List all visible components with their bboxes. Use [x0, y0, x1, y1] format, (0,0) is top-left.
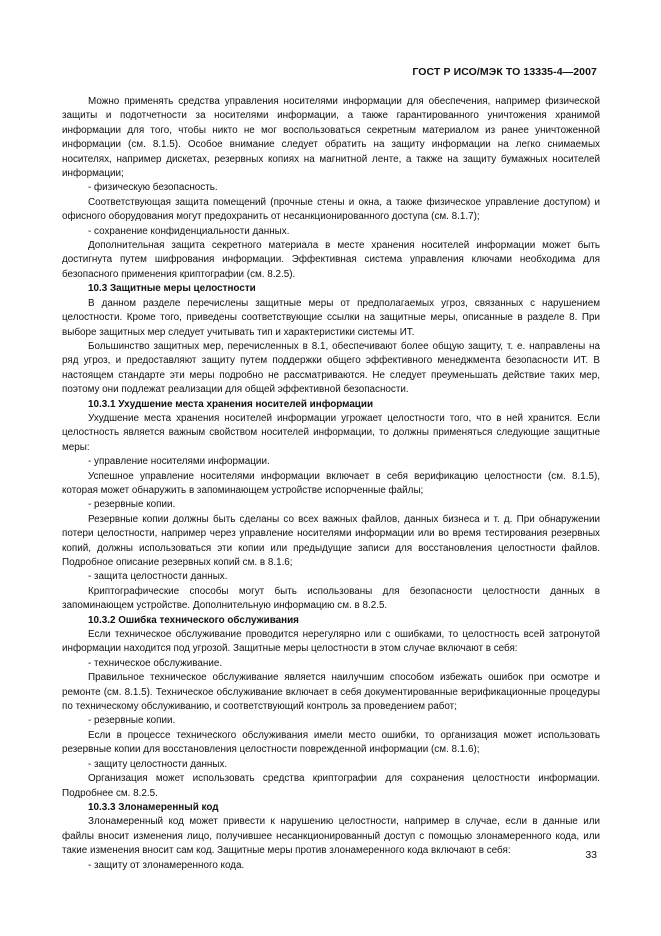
paragraph: Успешное управление носителями информации включает в себя верификацию целостности (см. 8.1.5), которая может обнаружить в запоминающем устройстве испорченные файлы;	[62, 470, 600, 496]
paragraph: - техническое обслуживание.	[88, 657, 223, 669]
page-number: 33	[585, 849, 597, 861]
paragraph: - сохранение конфиденциальности данных.	[88, 225, 290, 237]
section-heading: 10.3.1 Ухудшение места хранения носителей информации	[88, 398, 374, 410]
section-heading: 10.3.2 Ошибка технического обслуживания	[88, 614, 299, 626]
paragraph: - защиту целостности данных.	[88, 758, 228, 770]
paragraph: Правильное техническое обслуживание является наилучшим способом избежать ошибок при осмотре и ремонте (см. 8.1.5). Техническое обслуживание включает в себя документированные верификационные процедуры по техническому обслуживанию, и соответствующий контроль за проведением работ;	[62, 672, 600, 713]
paragraph: Злонамеренный код может привести к нарушению целостности, например в случае, если в данные или файлы вносит изменения лицо, получившее несанкционированный доступ с помощью злонамеренного кода, или такие изменения вносит сам код. Защитные меры против злонамеренного кода включают в себя:	[62, 816, 600, 857]
document-header: ГОСТ Р ИСО/МЭК ТО 13335-4—2007	[412, 66, 597, 78]
paragraph: Большинство защитных мер, перечисленных в 8.1, обеспечивают более общую защиту, т. е. направлены на ряд угроз, и предоставляют защиту путем поддержки общего эффективного менеджмента безопасности ИТ. В настоящем стандарте эти меры подробно не рассматриваются. Не следует преуменьшать действие таких мер, поэтому они подлежат реализации для общей эффективной безопасности.	[62, 340, 600, 396]
paragraph: Криптографические способы могут быть использованы для безопасности целостности данных в запоминающем устройстве. Дополнительную информацию см. в 8.2.5.	[62, 585, 600, 612]
paragraph: - защита целостности данных.	[88, 571, 228, 583]
paragraph: - резервные копии.	[88, 715, 176, 727]
paragraph: Если техническое обслуживание проводится нерегулярно или с ошибками, то целостность всей затронутой информации находится под угрозой. Защитные меры целостности в этом случае включают в себя:	[62, 629, 600, 655]
paragraph: Организация может использовать средства криптографии для сохранения целостности информации. Подробнее см. 8.2.5.	[62, 773, 600, 799]
paragraph: Резервные копии должны быть сделаны со всех важных файлов, данных бизнеса и т. д. При обнаружении потери целостности, например через управление носителями информации или во время тестирования резервных копий, должны использоваться эти копии или предыдущие записи для восстановления целостности файлов. Подробное описание резервных копий см. в 8.1.6;	[62, 513, 600, 568]
paragraph: - физическую безопасность.	[88, 182, 218, 194]
section-heading: 10.3.3 Злонамеренный код	[88, 801, 219, 813]
paragraph: Можно применять средства управления носителями информации для обеспечения, например физической защиты и подотчетности за носителями информации, а также гарантированного уничтожения хранимой информации для того, чтобы никто не мог воспользоваться секретным материалом из ранее уничтоженной информации (см. 8.1.5). Особое внимание следует обратить на защиту информации на легко снимаемых носителях, например дискетах, резервных копиях на магнитной ленте, а также на защиту бумажных носителей информации;	[62, 96, 600, 180]
section-heading: 10.3 Защитные меры целостности	[88, 283, 256, 295]
paragraph: Дополнительная защита секретного материала в месте хранения носителей информации может быть достигнута путем шифрования информации. Эффективная система управления ключами необходима для безопасного применения криптографии (см. 8.2.5).	[62, 240, 600, 280]
paragraph: Ухудшение места хранения носителей информации угрожает целостности того, что в ней хранится. Если целостность является важным свойством носителей информации, то должны применяться следующие защитные меры:	[62, 412, 600, 453]
paragraph: - резервные копии.	[88, 499, 176, 511]
paragraph: Если в процессе технического обслуживания имели место ошибки, то организация может использовать резервные копии для восстановления целостности поврежденной информации (см. 8.1.6);	[62, 729, 600, 756]
page-body	[62, 95, 600, 873]
paragraph: - управление носителями информации.	[88, 456, 270, 468]
paragraph: В данном разделе перечислены защитные меры от предполагаемых угроз, связанных с нарушением целостности. Кроме того, приведены соответствующие ссылки на защитные меры, описанные в разделе 8. При выборе защитных мер следует учитывать тип и характеристики системы ИТ.	[62, 297, 600, 338]
paragraph: Соответствующая защита помещений (прочные стены и окна, а также физическое управление доступом) и офисного оборудования могут предохранить от несанкционированного доступа (см. 8.1.7);	[62, 196, 600, 223]
paragraph: - защиту от злонамеренного кода.	[88, 859, 245, 871]
